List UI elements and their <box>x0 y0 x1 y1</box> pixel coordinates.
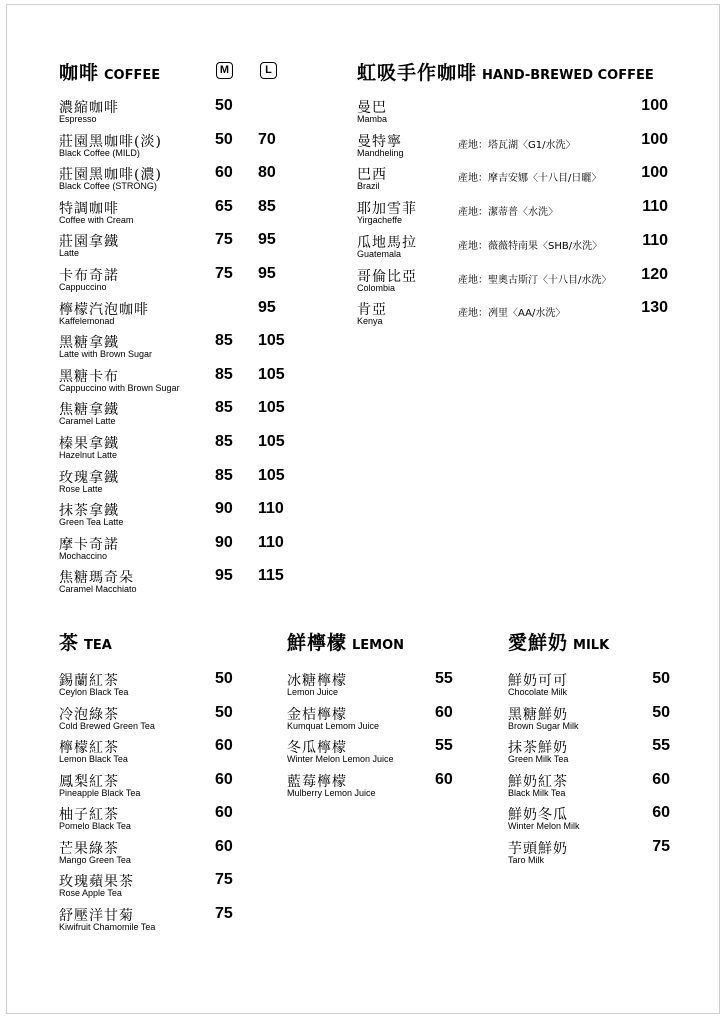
price-large: 110 <box>258 500 284 518</box>
lemon-item <box>287 704 459 736</box>
item-price: 60 <box>435 703 453 721</box>
item-name-zh: 焦糖拿鐵 <box>59 402 119 419</box>
coffee-item <box>59 231 319 263</box>
lemon-item <box>287 737 459 769</box>
handbrew-item <box>357 97 668 129</box>
item-price: 60 <box>215 804 233 821</box>
lemon-title-en: LEMON <box>352 638 405 653</box>
item-origin: 產地：冽里〈AA/水洗〉 <box>458 308 566 320</box>
price-large: 105 <box>258 332 285 350</box>
coffee-item <box>59 500 319 532</box>
coffee-item <box>59 433 319 465</box>
item-name-zh: 金桔檸檬 <box>287 706 347 723</box>
tea-title-zh: 茶 <box>59 632 80 654</box>
tea-item <box>59 670 249 702</box>
item-name-en: Cappuccino with Brown Sugar <box>59 382 180 393</box>
item-name-zh: 耶加雪菲 <box>357 201 417 218</box>
item-name-en: Lemon Juice <box>287 687 339 697</box>
item-name-en: Taro Milk <box>508 854 545 865</box>
lemon-item <box>287 670 459 702</box>
price-medium: 85 <box>215 399 233 417</box>
item-name-en: Black Coffee (MILD) <box>59 147 140 158</box>
price-medium: 50 <box>215 97 233 114</box>
item-name-en: Cold Brewed Green Tea <box>59 720 155 731</box>
item-name-zh: 瓜地馬拉 <box>357 234 417 251</box>
item-name-zh: 摩卡奇諾 <box>59 536 119 553</box>
coffee-item <box>59 97 319 129</box>
milk-item <box>508 670 670 702</box>
price-large: 80 <box>258 164 276 182</box>
item-name-en: Ceylon Black Tea <box>59 687 129 697</box>
lemon-section <box>287 628 459 808</box>
item-name-zh: 鮮奶冬瓜 <box>508 807 568 823</box>
milk-item <box>508 737 670 769</box>
coffee-item <box>59 198 319 230</box>
coffee-item <box>59 467 319 499</box>
coffee-title-zh: 咖啡 <box>59 62 100 84</box>
item-name-zh: 鮮奶可可 <box>508 673 568 689</box>
coffee-section <box>59 58 319 598</box>
coffee-item <box>59 164 319 196</box>
item-name-en: Kenya <box>357 316 383 327</box>
item-name-en: Kumquat Lemom Juice <box>287 720 380 731</box>
item-name-en: Coffee with Cream <box>59 214 134 225</box>
item-name-en: Mango Green Tea <box>59 854 131 865</box>
item-price: 130 <box>641 299 668 317</box>
item-name-en: Winter Melon Milk <box>508 821 580 831</box>
coffee-item <box>59 567 319 599</box>
item-name-zh: 莊園黑咖啡(濃) <box>59 167 162 184</box>
item-name-zh: 曼特寧 <box>357 133 402 150</box>
price-medium: 85 <box>215 433 233 450</box>
item-name-zh: 鮮奶紅茶 <box>508 773 568 790</box>
item-name-zh: 錫蘭紅茶 <box>59 673 119 689</box>
tea-header <box>59 628 112 655</box>
handbrew-item <box>357 198 668 230</box>
coffee-item <box>59 265 319 297</box>
coffee-item <box>59 534 319 566</box>
item-price: 75 <box>215 871 233 888</box>
tea-item <box>59 771 249 803</box>
coffee-item <box>59 399 319 431</box>
item-name-zh: 抹茶鮮奶 <box>508 740 568 756</box>
milk-title-zh: 愛鮮奶 <box>508 632 569 654</box>
item-name-zh: 特調咖啡 <box>59 200 119 217</box>
handbrew-item <box>357 131 668 163</box>
item-name-zh: 黑糖鮮奶 <box>508 706 568 723</box>
item-name-zh: 玫瑰拿鐵 <box>59 469 119 486</box>
item-name-en: Latte with Brown Sugar <box>59 349 153 360</box>
item-name-zh: 舒壓洋甘菊 <box>59 907 134 924</box>
milk-item <box>508 704 670 736</box>
lemon-header <box>287 628 404 655</box>
item-name-zh: 鳳梨紅茶 <box>59 773 119 790</box>
item-name-zh: 芋頭鮮奶 <box>508 840 568 857</box>
milk-item <box>508 771 670 803</box>
item-origin: 產地：摩吉安娜〈十八目/日曬〉 <box>458 173 602 185</box>
item-name-zh: 冰糖檸檬 <box>287 673 347 689</box>
price-large: 105 <box>258 433 285 450</box>
price-medium: 75 <box>215 231 233 249</box>
item-name-en: Mochaccino <box>59 550 108 561</box>
coffee-item <box>59 131 319 163</box>
item-name-zh: 濃縮咖啡 <box>59 100 119 116</box>
item-name-en: Mandheling <box>357 147 404 158</box>
item-name-en: Rose Apple Tea <box>59 888 122 898</box>
item-name-zh: 肯亞 <box>357 302 387 319</box>
item-price: 120 <box>641 265 668 283</box>
milk-section <box>508 628 670 878</box>
item-name-en: Caramel Macchiato <box>59 584 137 595</box>
item-name-zh: 榛果拿鐵 <box>59 436 119 452</box>
item-price: 75 <box>652 837 670 855</box>
item-name-zh: 莊園黑咖啡(淡) <box>59 133 162 150</box>
price-large: 95 <box>258 265 276 282</box>
price-medium: 85 <box>215 466 233 484</box>
price-medium: 85 <box>215 365 233 383</box>
item-price: 60 <box>435 770 453 788</box>
item-price: 50 <box>215 670 233 687</box>
item-name-en: Hazelnut Latte <box>59 450 118 460</box>
item-name-en: Caramel Latte <box>59 416 116 427</box>
item-name-zh: 冷泡綠茶 <box>59 706 119 723</box>
item-name-zh: 黑糖拿鐵 <box>59 335 119 352</box>
item-price: 100 <box>641 97 668 114</box>
milk-header <box>508 628 609 655</box>
item-name-zh: 檸檬紅茶 <box>59 740 119 756</box>
lemon-title-zh: 鮮檸檬 <box>287 632 348 654</box>
coffee-title-en: COFFEE <box>104 68 161 83</box>
item-name-en: Black Milk Tea <box>508 787 566 798</box>
item-price: 55 <box>652 737 670 754</box>
price-medium: 90 <box>215 533 233 551</box>
size-m-tag: M <box>216 62 233 79</box>
item-price: 50 <box>652 703 670 721</box>
handbrew-title-zh: 虹吸手作咖啡 <box>357 62 478 84</box>
item-name-zh: 藍莓檸檬 <box>287 773 347 790</box>
item-name-zh: 卡布奇諾 <box>59 268 119 284</box>
size-l-tag: L <box>260 62 277 79</box>
item-name-zh: 抹茶拿鐵 <box>59 503 119 520</box>
item-name-en: Brazil <box>357 181 380 192</box>
coffee-item <box>59 299 319 331</box>
tea-section <box>59 628 249 938</box>
item-name-en: Latte <box>59 248 80 259</box>
coffee-item <box>59 332 319 364</box>
item-origin: 產地：塔瓦湖〈G1/水洗〉 <box>458 139 576 151</box>
item-price: 60 <box>652 770 670 788</box>
handbrew-header <box>357 58 654 85</box>
tea-item <box>59 905 249 937</box>
item-name-zh: 檸檬汽泡咖啡 <box>59 301 149 318</box>
milk-item <box>508 804 670 836</box>
handbrew-item <box>357 266 668 298</box>
tea-item <box>59 704 249 736</box>
item-name-zh: 芒果綠茶 <box>59 840 119 857</box>
item-name-en: Green Milk Tea <box>508 754 569 764</box>
handbrew-section <box>357 58 669 338</box>
item-name-en: Guatemala <box>357 248 402 259</box>
item-name-en: Cappuccino <box>59 282 107 292</box>
handbrew-item <box>357 299 668 331</box>
item-name-en: Kaffelemonad <box>59 315 115 326</box>
item-name-zh: 巴西 <box>357 167 387 184</box>
item-price: 55 <box>435 737 453 754</box>
item-name-zh: 哥倫比亞 <box>357 268 417 285</box>
price-medium: 95 <box>215 567 233 585</box>
item-name-en: Pomelo Black Tea <box>59 821 131 831</box>
item-name-zh: 玫瑰蘋果茶 <box>59 874 134 890</box>
tea-item <box>59 871 249 903</box>
item-price: 110 <box>642 198 668 216</box>
item-name-en: Mulberry Lemon Juice <box>287 787 376 798</box>
item-name-en: Yirgacheffe <box>357 215 403 226</box>
item-origin: 產地：聖奧古斯汀〈十八目/水洗〉 <box>458 274 612 286</box>
price-medium: 65 <box>215 197 233 215</box>
item-price: 60 <box>215 770 233 788</box>
item-price: 50 <box>652 670 670 687</box>
item-price: 75 <box>215 904 233 922</box>
price-large: 95 <box>258 298 276 316</box>
handbrew-item <box>357 164 668 196</box>
item-name-en: Black Coffee (STRONG) <box>59 181 157 192</box>
item-price: 60 <box>215 737 233 754</box>
item-name-en: Brown Sugar Milk <box>508 720 579 731</box>
item-name-zh: 柚子紅茶 <box>59 807 119 823</box>
item-name-en: Chocolate Milk <box>508 687 568 697</box>
price-large: 115 <box>258 567 284 585</box>
price-medium: 85 <box>215 332 233 350</box>
milk-title-en: MILK <box>573 638 610 653</box>
item-name-en: Espresso <box>59 114 97 124</box>
lemon-item <box>287 771 459 803</box>
handbrew-title-en: HAND-BREWED COFFEE <box>482 68 654 83</box>
price-medium: 60 <box>215 164 233 182</box>
item-name-en: Rose Latte <box>59 483 103 494</box>
tea-item <box>59 804 249 836</box>
price-large: 110 <box>258 533 284 551</box>
coffee-item <box>59 366 319 398</box>
item-name-zh: 曼巴 <box>357 100 387 116</box>
tea-item <box>59 737 249 769</box>
item-origin: 產地：潔蒂普〈水洗〉 <box>458 207 558 219</box>
item-name-zh: 莊園拿鐵 <box>59 234 119 251</box>
price-medium: 75 <box>215 265 233 282</box>
coffee-header <box>59 58 160 85</box>
item-name-en: Colombia <box>357 282 396 293</box>
item-price: 55 <box>435 670 453 687</box>
tea-title-en: TEA <box>84 638 112 653</box>
item-price: 100 <box>641 164 668 182</box>
item-price: 110 <box>642 231 668 249</box>
item-price: 60 <box>652 804 670 821</box>
item-origin: 產地：薇薇特南果〈SHB/水洗〉 <box>458 240 603 252</box>
price-large: 105 <box>258 365 285 383</box>
item-name-zh: 黑糖卡布 <box>59 368 119 385</box>
item-name-zh: 冬瓜檸檬 <box>287 740 347 756</box>
price-medium: 90 <box>215 500 233 518</box>
handbrew-item <box>357 232 668 264</box>
item-name-en: Kiwifruit Chamomile Tea <box>59 921 156 932</box>
price-large: 105 <box>258 466 285 484</box>
item-name-zh: 焦糖瑪奇朵 <box>59 570 134 587</box>
price-large: 70 <box>258 130 276 148</box>
item-price: 50 <box>215 703 233 721</box>
tea-item <box>59 838 249 870</box>
price-medium: 50 <box>215 130 233 148</box>
item-name-en: Winter Melon Lemon Juice <box>287 754 394 764</box>
item-price: 100 <box>641 130 668 148</box>
milk-item <box>508 838 670 870</box>
price-large: 105 <box>258 399 285 417</box>
item-name-en: Mamba <box>357 114 388 124</box>
item-name-en: Pineapple Black Tea <box>59 787 141 798</box>
item-name-en: Green Tea Latte <box>59 517 124 528</box>
item-name-en: Lemon Black Tea <box>59 754 128 764</box>
price-large: 95 <box>258 231 276 249</box>
price-large: 85 <box>258 197 276 215</box>
item-price: 60 <box>215 837 233 855</box>
